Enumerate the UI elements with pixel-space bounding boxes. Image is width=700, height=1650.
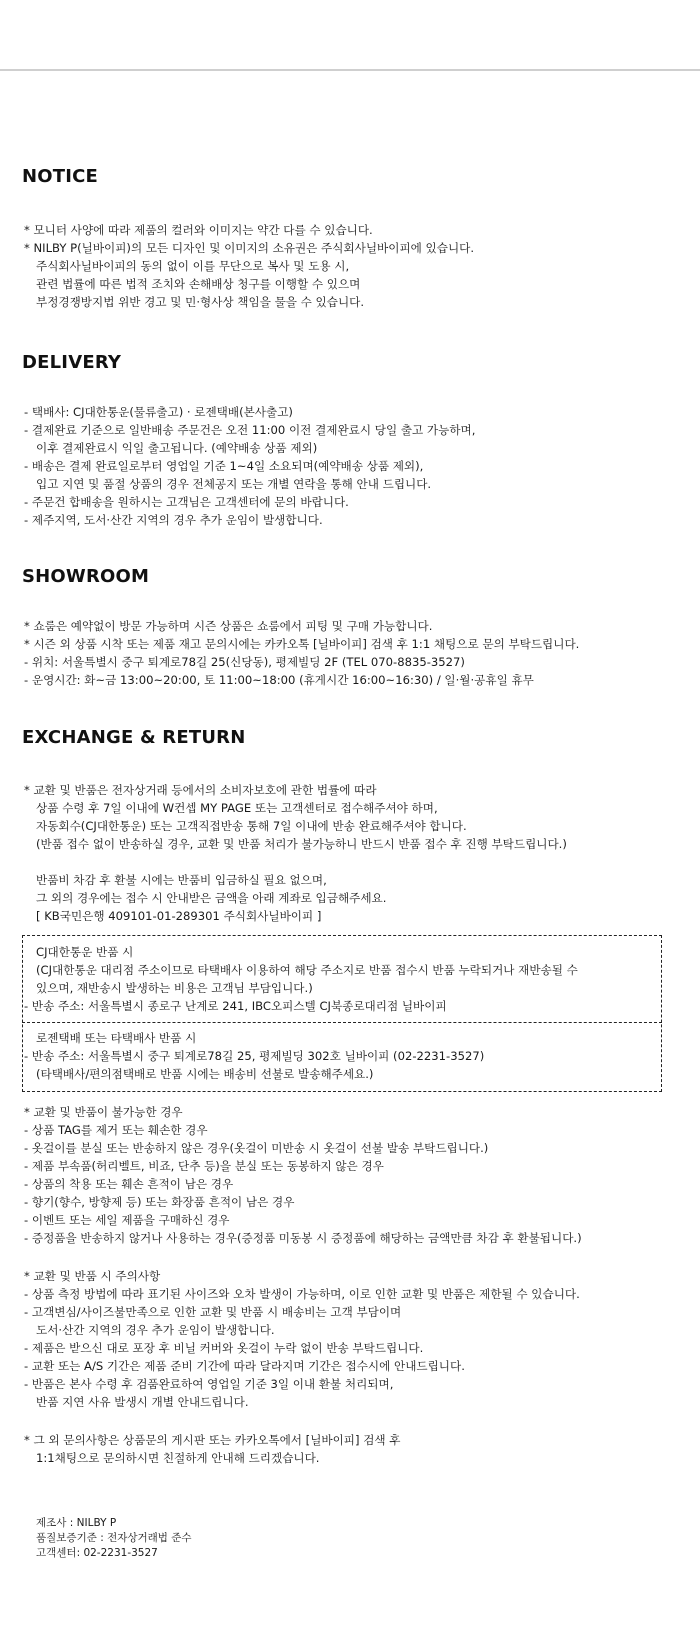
exchange-title: EXCHANGE & RETURN — [22, 727, 246, 748]
caution-line: - 반품은 본사 수령 후 검품완료하여 영업일 기준 3일 이내 환불 처리되며, — [24, 1377, 394, 1391]
showroom-line: * 시즌 외 상품 시착 또는 제품 재고 문의시에는 카카오톡 [닐바이피] 검색 후 1:1 채팅으로 문의 부탁드립니다. — [24, 637, 580, 651]
logen-box-line: (타택배사/편의점택배로 반품 시에는 배송비 선불로 발송해주세요.) — [36, 1067, 374, 1081]
bank-account: [ KB국민은행 409101-01-289301 주식회사닐바이피 ] — [36, 909, 322, 923]
exchange-fee-line: 반품비 차감 후 환불 시에는 반품비 입금하실 필요 없으며, — [36, 873, 327, 887]
not-allowed-line: - 이벤트 또는 세일 제품을 구매하신 경우 — [24, 1213, 230, 1227]
showroom-line: - 운영시간: 화~금 13:00~20:00, 토 11:00~18:00 (휴게시간 16:00~16:30) / 일·월·공휴일 휴무 — [24, 673, 534, 687]
caution-line: 반품 지연 사유 발생시 개별 안내드립니다. — [36, 1395, 249, 1409]
showroom-line: * 쇼룸은 예약없이 방문 가능하며 시즌 상품은 쇼룸에서 피팅 및 구매 가능합니다. — [24, 619, 433, 633]
caution-line: - 제품은 받으신 대로 포장 후 비닐 커버와 옷걸이 누락 없이 반송 부탁드립니다. — [24, 1341, 424, 1355]
box-divider — [22, 1022, 662, 1023]
caution-line: * 교환 및 반품 시 주의사항 — [24, 1269, 161, 1283]
notice-title: NOTICE — [22, 166, 99, 187]
delivery-line: 이후 결제완료시 익일 출고됩니다. (예약배송 상품 제외) — [36, 441, 318, 455]
not-allowed-line: - 상품의 착용 또는 훼손 흔적이 남은 경우 — [24, 1177, 234, 1191]
logen-box-line: 로젠택배 또는 타택배사 반품 시 — [36, 1031, 197, 1045]
delivery-line: - 결제완료 기준으로 일반배송 주문건은 오전 11:00 이전 결제완료시 당일 출고 가능하며, — [24, 423, 476, 437]
cj-box-line: (CJ대한통운 대리점 주소이므로 타택배사 이용하여 해당 주소지로 반품 접수시 반품 누락되거나 재반송될 수 — [36, 963, 578, 977]
notice-line: 관련 법률에 따른 법적 조치와 손해배상 청구를 이행할 수 있으며 — [36, 277, 361, 291]
quality-standard: 품질보증기준 : 전자상거래법 준수 — [36, 1532, 192, 1544]
not-allowed-line: * 교환 및 반품이 불가능한 경우 — [24, 1105, 183, 1119]
delivery-line: - 주문건 합배송을 원하시는 고객님은 고객센터에 문의 바랍니다. — [24, 495, 349, 509]
delivery-title: DELIVERY — [22, 352, 122, 373]
manufacturer: 제조사 : NILBY P — [36, 1517, 117, 1529]
cj-box-line: CJ대한통운 반품 시 — [36, 945, 134, 959]
exchange-intro-line: 상품 수령 후 7일 이내에 W컨셉 MY PAGE 또는 고객센터로 접수해주셔야 하며, — [36, 801, 438, 815]
caution-line: - 교환 또는 A/S 기간은 제품 준비 기간에 따라 달라지며 기간은 접수시에 안내드립니다. — [24, 1359, 465, 1373]
caution-line: - 고객변심/사이즈불만족으로 인한 교환 및 반품 시 배송비는 고객 부담이며 — [24, 1305, 402, 1319]
caution-line: 도서·산간 지역의 경우 추가 운임이 발생합니다. — [36, 1323, 275, 1337]
delivery-line: - 택배사: CJ대한통운(물류출고) · 로젠택배(본사출고) — [24, 405, 293, 419]
top-divider — [0, 69, 700, 71]
cj-box-line: - 반송 주소: 서울특별시 종로구 난계로 241, IBC오피스텔 CJ북종로대리점 닐바이피 — [24, 999, 447, 1013]
not-allowed-line: - 향기(향수, 방향제 등) 또는 화장품 흔적이 남은 경우 — [24, 1195, 295, 1209]
showroom-title: SHOWROOM — [22, 566, 150, 587]
logen-box-line: - 반송 주소: 서울특별시 중구 퇴계로78길 25, 평제빌딩 302호 닐바이피 (02-2231-3527) — [24, 1049, 485, 1063]
exchange-intro-line: (반품 접수 없이 반송하실 경우, 교환 및 반품 처리가 불가능하니 반드시 반품 접수 후 진행 부탁드립니다.) — [36, 837, 567, 851]
delivery-line: - 배송은 결제 완료일로부터 영업일 기준 1~4일 소요되며(예약배송 상품 제외), — [24, 459, 424, 473]
notice-line: 주식회사닐바이피의 동의 없이 이를 무단으로 복사 및 도용 시, — [36, 259, 350, 273]
delivery-line: 입고 지연 및 품절 상품의 경우 전체공지 또는 개별 연락을 통해 안내 드립니다. — [36, 477, 432, 491]
exchange-intro-line: 자동회수(CJ대한통운) 또는 고객직접반송 통해 7일 이내에 반송 완료해주셔야 합니다. — [36, 819, 467, 833]
not-allowed-line: - 제품 부속품(허리벨트, 비죠, 단추 등)을 분실 또는 동봉하지 않은 경우 — [24, 1159, 384, 1173]
notice-line: * NILBY P(닐바이피)의 모든 디자인 및 이미지의 소유권은 주식회사닐바이피에 있습니다. — [24, 241, 475, 255]
not-allowed-line: - 옷걸이를 분실 또는 반송하지 않은 경우(옷걸이 미반송 시 옷걸이 선불 발송 부탁드립니다.) — [24, 1141, 489, 1155]
showroom-line: - 위치: 서울특별시 중구 퇴계로78길 25(신당동), 평제빌딩 2F (TEL 070-8835-3527) — [24, 655, 465, 669]
notice-line: 부정경쟁방지법 위반 경고 및 민·형사상 책임을 물을 수 있습니다. — [36, 295, 365, 309]
exchange-fee-line: 그 외의 경우에는 접수 시 안내받은 금액을 아래 계좌로 입금해주세요. — [36, 891, 387, 905]
exchange-intro-line: * 교환 및 반품은 전자상거래 등에서의 소비자보호에 관한 법률에 따라 — [24, 783, 377, 797]
not-allowed-line: - 증정품을 반송하지 않거나 사용하는 경우(증정품 미동봉 시 증정품에 해당하는 금액만큼 차감 후 환불됩니다.) — [24, 1231, 582, 1245]
not-allowed-line: - 상품 TAG를 제거 또는 훼손한 경우 — [24, 1123, 208, 1137]
caution-line: - 상품 측정 방법에 따라 표기된 사이즈와 오차 발생이 가능하며, 이로 인한 교환 및 반품은 제한될 수 있습니다. — [24, 1287, 580, 1301]
other-inquiry-line: 1:1채팅으로 문의하시면 친절하게 안내해 드리겠습니다. — [36, 1451, 320, 1465]
delivery-line: - 제주지역, 도서·산간 지역의 경우 추가 운임이 발생합니다. — [24, 513, 323, 527]
customer-center: 고객센터: 02-2231-3527 — [36, 1547, 158, 1559]
cj-box-line: 있으며, 재반송시 발생하는 비용은 고객님 부담입니다.) — [36, 981, 313, 995]
notice-line: * 모니터 사양에 따라 제품의 컬러와 이미지는 약간 다를 수 있습니다. — [24, 223, 373, 237]
other-inquiry-line: * 그 외 문의사항은 상품문의 게시판 또는 카카오톡에서 [닐바이피] 검색 후 — [24, 1433, 401, 1447]
